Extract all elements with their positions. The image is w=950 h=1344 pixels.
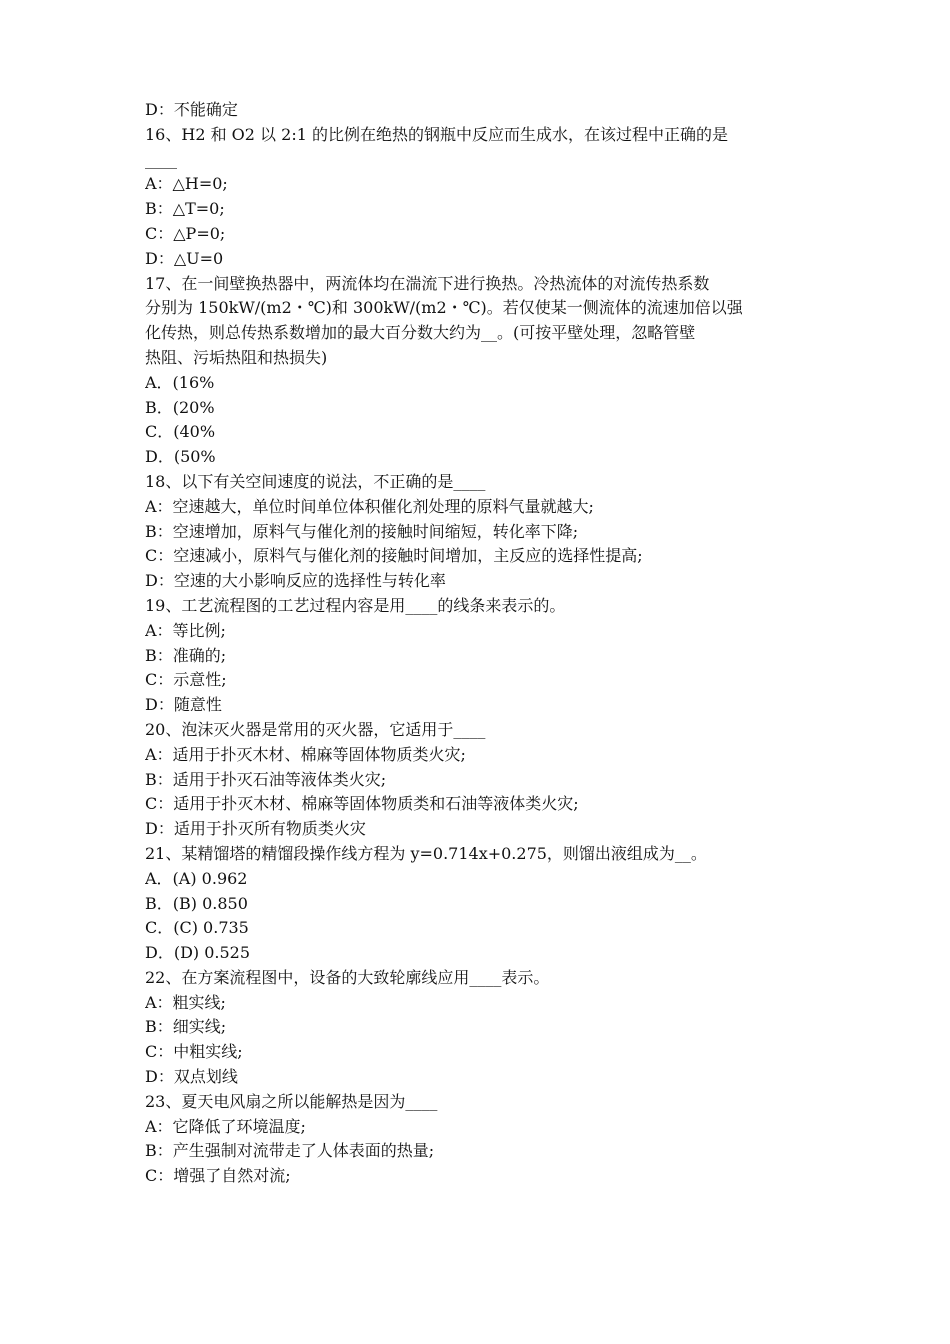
question-19-text: 19、工艺流程图的工艺过程内容是用____的线条来表示的。 xyxy=(145,595,566,615)
answer-option: D：随意性 xyxy=(145,695,222,715)
question-17-text: 热阻、污垢热阻和热损失) xyxy=(145,347,328,367)
answer-option: A：适用于扑灭木材、棉麻等固体物质类火灾; xyxy=(145,744,466,764)
answer-option: C：增强了自然对流; xyxy=(145,1166,291,1186)
answer-option: C．(40% xyxy=(145,422,216,442)
answer-option: B：产生强制对流带走了人体表面的热量; xyxy=(145,1141,435,1161)
answer-option: B：准确的; xyxy=(145,645,227,665)
question-22-text: 22、在方案流程图中，设备的大致轮廓线应用____表示。 xyxy=(145,967,550,987)
answer-option: D．(50% xyxy=(145,447,216,467)
document-page xyxy=(145,98,815,1189)
answer-option: B：空速增加，原料气与催化剂的接触时间缩短，转化率下降; xyxy=(145,521,579,541)
question-17-text: 化传热，则总传热系数增加的最大百分数大约为__。(可按平壁处理，忽略管壁 xyxy=(145,323,696,343)
answer-option: B：适用于扑灭石油等液体类火灾; xyxy=(145,769,387,789)
answer-option: C：示意性; xyxy=(145,670,227,690)
answer-option: A：空速越大，单位时间单位体积催化剂处理的原料气量就越大; xyxy=(145,496,594,516)
answer-option: D：双点划线 xyxy=(145,1067,238,1087)
answer-option: D：空速的大小影响反应的选择性与转化率 xyxy=(145,571,446,591)
answer-option: C：适用于扑灭木材、棉麻等固体物质类和石油等液体类火灾; xyxy=(145,794,579,814)
answer-option: D．(D) 0.525 xyxy=(145,943,251,963)
answer-option: A：△H=0; xyxy=(145,174,228,194)
answer-option: D：不能确定 xyxy=(145,100,238,119)
answer-option: A：粗实线; xyxy=(145,992,226,1012)
answer-option: C：中粗实线; xyxy=(145,1042,243,1062)
answer-option: A：等比例; xyxy=(145,620,226,640)
answer-option: B．(B) 0.850 xyxy=(145,893,248,913)
answer-option: A．(16% xyxy=(145,372,215,392)
question-17-text: 17、在一间壁换热器中，两流体均在湍流下进行换热。冷热流体的对流传热系数 xyxy=(145,273,710,293)
answer-option: D：△U=0 xyxy=(145,248,224,268)
answer-option: A．(A) 0.962 xyxy=(145,868,248,888)
question-23-text: 23、夏天电风扇之所以能解热是因为____ xyxy=(145,1091,438,1111)
answer-option: B：细实线; xyxy=(145,1017,227,1037)
answer-option: B．(20% xyxy=(145,397,215,417)
question-16-blank: ____ xyxy=(145,149,177,169)
answer-option: C：△P=0; xyxy=(145,223,226,243)
answer-option: D：适用于扑灭所有物质类火灾 xyxy=(145,819,366,839)
question-20-text: 20、泡沫灭火器是常用的灭火器，它适用于____ xyxy=(145,719,486,739)
question-18-text: 18、以下有关空间速度的说法，不正确的是____ xyxy=(145,471,486,491)
question-21-text: 21、某精馏塔的精馏段操作线方程为 y=0.714x+0.275，则馏出液组成为__。 xyxy=(145,843,707,863)
answer-option: A：它降低了环境温度; xyxy=(145,1116,306,1136)
answer-option: C：空速减小，原料气与催化剂的接触时间增加，主反应的选择性提高; xyxy=(145,546,643,566)
answer-option: B：△T=0; xyxy=(145,199,225,219)
question-16-text: 16、H2 和 O2 以 2:1 的比例在绝热的钢瓶中反应而生成水，在该过程中正确的是 xyxy=(145,124,728,144)
question-17-text: 分别为 150kW/(m2・℃)和 300kW/(m2・℃)。若仅使某一侧流体的流速加倍以强 xyxy=(145,298,743,318)
answer-option: C．(C) 0.735 xyxy=(145,918,249,938)
